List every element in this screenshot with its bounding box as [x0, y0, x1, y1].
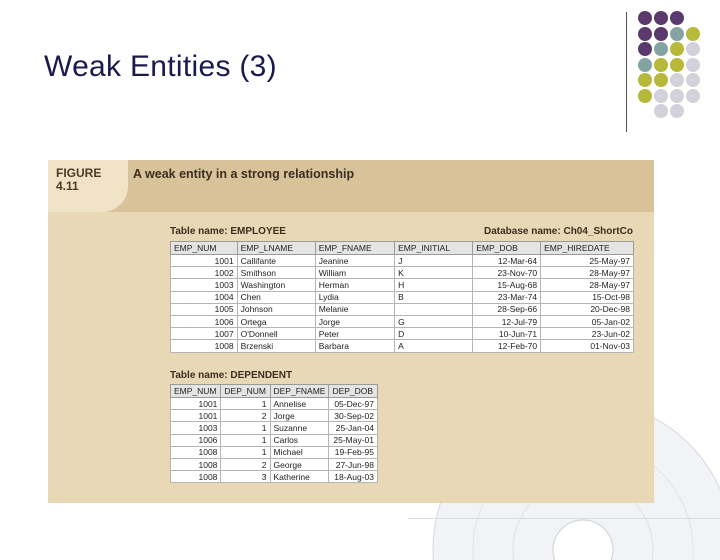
table-cell: Jorge — [315, 315, 394, 327]
table-cell: 1007 — [171, 328, 238, 340]
table-cell: 23-Mar-74 — [473, 291, 541, 303]
figure-number: 4.11 — [56, 179, 79, 193]
table-cell: 30-Sep-02 — [329, 410, 378, 422]
employee-table-name: Table name: EMPLOYEE — [170, 226, 286, 237]
decorative-dot — [654, 89, 668, 103]
decorative-dot — [638, 42, 652, 56]
decorative-dot — [670, 58, 684, 72]
table-cell: 15-Aug-68 — [473, 279, 541, 291]
table-cell: Jeanine — [315, 255, 394, 267]
decorative-dot — [654, 73, 668, 87]
table-cell: 1008 — [171, 471, 221, 483]
table-cell: 28-May-97 — [541, 267, 634, 279]
decorative-dot — [638, 73, 652, 87]
table-cell: Barbara — [315, 340, 394, 352]
table-cell: 1 — [221, 422, 270, 434]
table-cell: Washington — [237, 279, 315, 291]
table-row — [171, 398, 378, 410]
table-cell: 12-Jul-79 — [473, 315, 541, 327]
table-cell: 19-Feb-95 — [329, 446, 378, 458]
table-row — [171, 315, 634, 327]
decorative-dot — [686, 42, 700, 56]
decorative-dot — [670, 104, 684, 118]
table-cell: Johnson — [237, 303, 315, 315]
table-row — [171, 422, 378, 434]
table-cell: 1008 — [171, 458, 221, 470]
table-cell: Lydia — [315, 291, 394, 303]
column-header: EMP_LNAME — [237, 242, 315, 255]
column-header: EMP_NUM — [171, 385, 221, 398]
table-row — [171, 446, 378, 458]
table-cell: 25-May-97 — [541, 255, 634, 267]
column-header: DEP_DOB — [329, 385, 378, 398]
table-cell: 1005 — [171, 303, 238, 315]
table-cell: Annelise — [270, 398, 329, 410]
dependent-table — [170, 384, 378, 483]
table-cell: K — [395, 267, 473, 279]
table-row — [171, 471, 378, 483]
decorative-dot — [638, 11, 652, 25]
figure-label-tab — [48, 160, 128, 212]
table-cell: 23-Nov-70 — [473, 267, 541, 279]
column-header: DEP_NUM — [221, 385, 270, 398]
table-cell: Melanie — [315, 303, 394, 315]
decorative-dot — [686, 73, 700, 87]
table-row — [171, 279, 634, 291]
table-cell — [395, 303, 473, 315]
table-row — [171, 328, 634, 340]
divider-line — [626, 12, 627, 132]
decorative-dot — [638, 89, 652, 103]
decorative-dot — [654, 27, 668, 41]
table-cell: 1 — [221, 434, 270, 446]
column-header: EMP_DOB — [473, 242, 541, 255]
decorative-dot — [638, 27, 652, 41]
table-cell: 15-Oct-98 — [541, 291, 634, 303]
decorative-dot — [670, 42, 684, 56]
figure-header — [48, 160, 654, 212]
decorative-dot — [686, 58, 700, 72]
table-cell: 1008 — [171, 340, 238, 352]
employee-table — [170, 241, 634, 353]
table-cell: Suzanne — [270, 422, 329, 434]
database-name: Database name: Ch04_ShortCo — [484, 226, 633, 237]
table-cell: Katherine — [270, 471, 329, 483]
table-cell: D — [395, 328, 473, 340]
table-cell: 1003 — [171, 279, 238, 291]
table-cell: Chen — [237, 291, 315, 303]
decorative-dot — [670, 27, 684, 41]
decorative-dot — [654, 104, 668, 118]
figure-caption: A weak entity in a strong relationship — [133, 167, 355, 181]
table-cell: Jorge — [270, 410, 329, 422]
table-cell: Peter — [315, 328, 394, 340]
table-cell: 12-Feb-70 — [473, 340, 541, 352]
table-cell: 20-Dec-98 — [541, 303, 634, 315]
decorative-dot — [654, 58, 668, 72]
table-cell: 1 — [221, 398, 270, 410]
table-row — [171, 291, 634, 303]
table-cell: 25-May-01 — [329, 434, 378, 446]
figure-panel — [48, 160, 654, 503]
table-cell: Smithson — [237, 267, 315, 279]
table-cell: 1008 — [171, 446, 221, 458]
column-header: EMP_FNAME — [315, 242, 394, 255]
table-cell: J — [395, 255, 473, 267]
table-cell: 1003 — [171, 422, 221, 434]
table-cell: George — [270, 458, 329, 470]
table-cell: 1 — [221, 446, 270, 458]
column-header: EMP_INITIAL — [395, 242, 473, 255]
table-cell: G — [395, 315, 473, 327]
table-cell: H — [395, 279, 473, 291]
figure-label: FIGURE — [56, 166, 102, 180]
decorative-dot — [686, 27, 700, 41]
table-cell: 05-Dec-97 — [329, 398, 378, 410]
table-cell: 2 — [221, 410, 270, 422]
column-header: EMP_HIREDATE — [541, 242, 634, 255]
column-header: EMP_NUM — [171, 242, 238, 255]
decorative-dot — [654, 42, 668, 56]
table-cell: William — [315, 267, 394, 279]
table-cell: O'Donnell — [237, 328, 315, 340]
table-cell: 12-Mar-64 — [473, 255, 541, 267]
table-row — [171, 458, 378, 470]
table-row — [171, 410, 378, 422]
table-cell: 1001 — [171, 255, 238, 267]
decorative-dot — [670, 11, 684, 25]
table-cell: Ortega — [237, 315, 315, 327]
table-cell: A — [395, 340, 473, 352]
table-cell: 1002 — [171, 267, 238, 279]
table-cell: 05-Jan-02 — [541, 315, 634, 327]
decorative-dot — [638, 58, 652, 72]
table-row — [171, 255, 634, 267]
decorative-dot — [686, 89, 700, 103]
table-cell: 27-Jun-98 — [329, 458, 378, 470]
table-row — [171, 267, 634, 279]
table-cell: 3 — [221, 471, 270, 483]
decorative-dot — [654, 11, 668, 25]
table-cell: Michael — [270, 446, 329, 458]
table-cell: 10-Jun-71 — [473, 328, 541, 340]
table-cell: 1006 — [171, 434, 221, 446]
table-cell: 1004 — [171, 291, 238, 303]
table-cell: 25-Jan-04 — [329, 422, 378, 434]
table-cell: B — [395, 291, 473, 303]
decorative-dot-grid — [638, 11, 720, 121]
table-cell: 2 — [221, 458, 270, 470]
table-cell: 23-Jun-02 — [541, 328, 634, 340]
decorative-dot — [670, 89, 684, 103]
table-cell: 28-May-97 — [541, 279, 634, 291]
slide-title: Weak Entities (3) — [44, 50, 277, 83]
table-cell: Brzenski — [237, 340, 315, 352]
table-cell: Herman — [315, 279, 394, 291]
table-row — [171, 340, 634, 352]
table-cell: 28-Sep-66 — [473, 303, 541, 315]
table-cell: Callifante — [237, 255, 315, 267]
table-cell: 1001 — [171, 410, 221, 422]
table-row — [171, 303, 634, 315]
table-cell: Carlos — [270, 434, 329, 446]
table-cell: 01-Nov-03 — [541, 340, 634, 352]
decorative-dot — [670, 73, 684, 87]
table-cell: 1001 — [171, 398, 221, 410]
column-header: DEP_FNAME — [270, 385, 329, 398]
dependent-table-name: Table name: DEPENDENT — [170, 370, 293, 381]
table-row — [171, 434, 378, 446]
table-cell: 18-Aug-03 — [329, 471, 378, 483]
table-cell: 1006 — [171, 315, 238, 327]
